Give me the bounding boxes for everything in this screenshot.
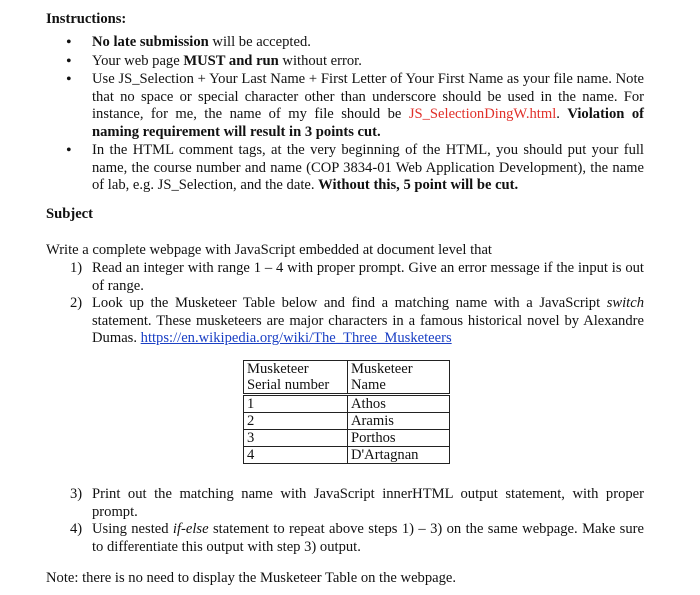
table-cell-name: Porthos [348,430,450,447]
step-2 [70,295,644,348]
instruction-bold: No late submission [92,34,209,50]
step-text: statement. These musketeers are major characters in a famous historical novel by Alexandre Dumas. [92,312,644,346]
instruction-bold: MUST and run [183,52,279,69]
instruction-text: . [556,106,568,122]
instruction-item-late-submission [92,34,644,52]
table-cell-number: 4 [244,447,348,464]
instruction-item-html-comment [92,142,644,195]
table-cell-name: Athos [348,395,450,413]
instruction-text: Use JS_Selection + Your Last Name + First Letter of Your First Name as your file name. Note that no space or special character other than underscore should be used in the name. For instance, for me, the name of my file should be [92,71,644,122]
instructions-heading: Instructions: [46,11,127,27]
steps-list-continued [70,486,644,556]
step-3 [70,486,644,521]
step-text: Look up the Musketeer Table below and find a matching name with a JavaScript [92,295,607,311]
step-4 [70,521,644,556]
instruction-text: In the HTML comment tags, at the very beginning of the HTML, you should put your full name, the course number and name (COP 3834-01 Web Application Development), the name of lab, e.g. JS_Selection, and the date. [92,142,644,193]
subject-heading: Subject [46,206,94,222]
instruction-text: without error. [278,52,362,69]
example-filename: JS_SelectionDingW.html [408,106,557,122]
step-number: 4) [70,521,83,537]
step-number: 1) [70,260,83,276]
header-line: Name [351,377,386,393]
instruction-item-file-naming [92,71,644,141]
table-cell-number: 1 [244,395,348,413]
step-text: Using nested [92,521,173,537]
header-line: Serial number [247,377,330,393]
table-header-name [348,361,450,395]
table-cell-name: Aramis [348,413,450,430]
step-italic: if-else [172,521,209,537]
instruction-bold: . [377,123,381,140]
instruction-bold: Without this, 5 point will be cut. [318,177,519,193]
table-header-row [244,361,450,395]
table-cell-number: 2 [244,413,348,430]
wikipedia-link[interactable]: https://en.wikipedia.org/wiki/The_Three_Musketeers [140,330,452,346]
table-header-serial [244,361,348,395]
step-italic: switch [606,295,644,311]
step-text: Read an integer with range 1 – 4 with proper prompt. Give an error message if the input is out of range. [92,260,644,294]
instruction-text: Your web page [92,52,184,69]
note-text: Note: there is no need to display the Musketeer Table on the webpage. [46,570,457,586]
table-cell-name: D'Artagnan [348,447,450,464]
header-line: Musketeer [247,361,309,377]
header-line: Musketeer [351,361,413,377]
step-number: 2) [70,295,83,311]
musketeer-table [243,360,450,464]
subject-intro: Write a complete webpage with JavaScript embedded at document level that [46,242,492,258]
table-row [244,447,450,464]
step-number: 3) [70,486,83,502]
table-row [244,430,450,447]
table-row [244,395,450,413]
step-text: Print out the matching name with JavaScript innerHTML output statement, with proper prompt. [92,486,644,520]
steps-list [70,260,644,348]
table-row [244,413,450,430]
instruction-bold: Violation of naming requirement will result in 3 points cut [92,106,645,140]
instructions-list [92,34,644,196]
instruction-text: will be accepted. [208,34,311,50]
table-cell-number: 3 [244,430,348,447]
instruction-item-run-without-error [92,53,644,71]
step-text: statement to repeat above steps 1) – 3) on the same webpage. Make sure to differentiate this output with step 3) output. [92,521,644,555]
step-1 [70,260,644,295]
